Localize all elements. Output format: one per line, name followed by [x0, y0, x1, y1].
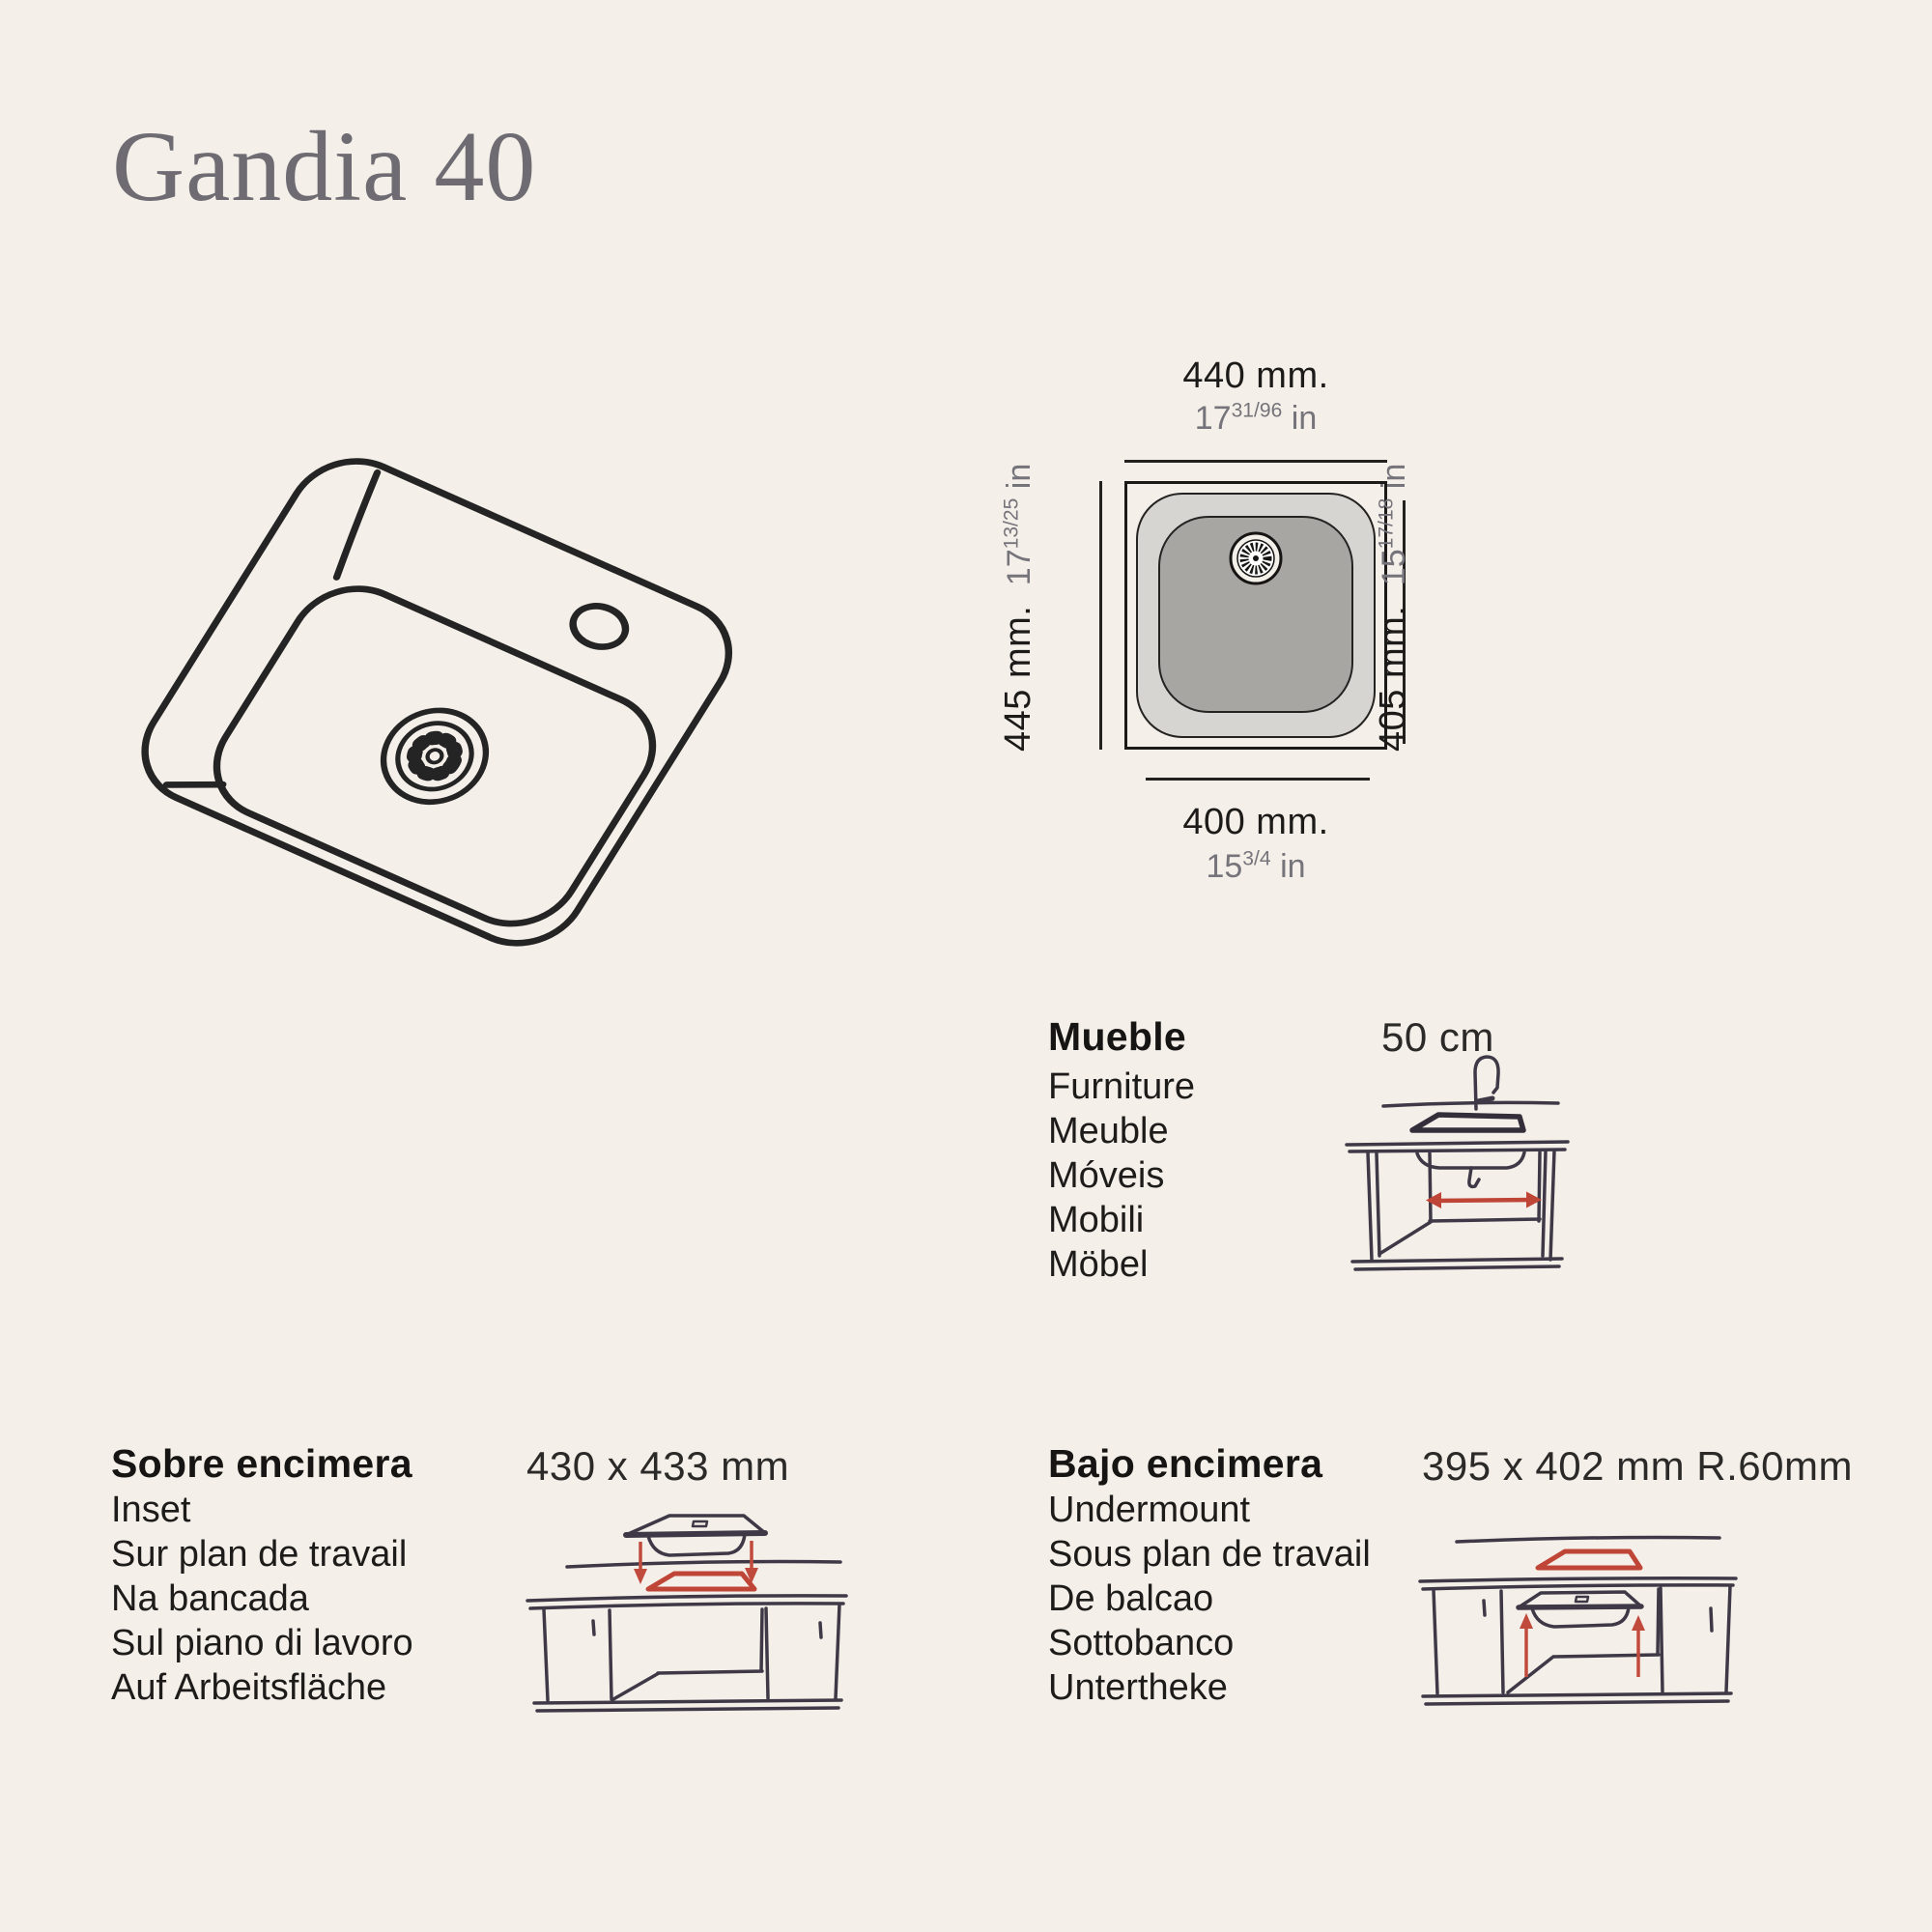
left-door	[1484, 1591, 1503, 1692]
section-title-inset: Sobre encimera	[111, 1441, 412, 1486]
dim-right-inches: $15^{17/18}$ in	[1375, 463, 1412, 586]
dim-right-mm: 405 mm.	[1373, 605, 1413, 752]
list-item: Undermount	[1048, 1490, 1251, 1530]
dim-line-top	[1124, 460, 1387, 463]
cabinet-opening	[1430, 1152, 1540, 1221]
rim-fold-line	[317, 472, 396, 577]
list-item: Meuble	[1048, 1111, 1169, 1151]
countertop-lines	[1347, 1142, 1568, 1151]
dim-left-mm: 445 mm.	[998, 605, 1038, 752]
dim-top-mm: 440 mm.	[1182, 355, 1329, 396]
list-item: Na bancada	[111, 1578, 309, 1619]
base-lines	[1423, 1693, 1731, 1704]
page-title: Gandia 40	[112, 111, 537, 222]
inset-installation-sketch	[512, 1466, 869, 1742]
list-item: Untertheke	[1048, 1667, 1228, 1708]
list-item: Móveis	[1048, 1155, 1165, 1196]
list-item: Sul piano di lavoro	[111, 1623, 413, 1663]
floor-diagonal	[1379, 1222, 1431, 1254]
drain-trap-pipe	[1469, 1168, 1479, 1186]
inset-translations	[111, 1488, 413, 1710]
cabinet-left-side	[1368, 1152, 1379, 1260]
dim-right-label	[1372, 464, 1414, 752]
list-item: Mobili	[1048, 1200, 1145, 1240]
sink-profile	[1412, 1115, 1523, 1130]
list-item: Sous plan de travail	[1048, 1534, 1371, 1575]
undermount-translations	[1048, 1488, 1371, 1710]
list-item: Furniture	[1048, 1066, 1196, 1107]
dim-line-bottom	[1146, 778, 1370, 781]
dim-left-inches: $17^{13/25}$ in	[1000, 463, 1037, 586]
undermount-dimension: 395 x 402 mm R.60mm	[1422, 1443, 1853, 1489]
furniture-translations	[1048, 1065, 1195, 1287]
sink-bowl-under-counter	[1417, 1152, 1524, 1168]
right-door	[1661, 1588, 1712, 1691]
drain-icon	[365, 696, 505, 817]
drain-top-view-icon	[1227, 529, 1285, 587]
dim-left-label	[997, 464, 1039, 752]
list-item: Auf Arbeitsfläche	[111, 1667, 387, 1708]
cutout-outline	[1538, 1551, 1640, 1568]
faucet-hole-icon	[564, 599, 634, 655]
inset-dimension: 430 x 433 mm	[526, 1443, 790, 1489]
counter-back-line	[567, 1562, 840, 1567]
list-item: Sottobanco	[1048, 1623, 1235, 1663]
right-door	[766, 1608, 821, 1698]
dim-top-inches: $17^{31/96}$ in	[1194, 399, 1318, 437]
cabinet-opening	[613, 1609, 762, 1699]
furniture-dimension: 50 cm	[1381, 1014, 1494, 1060]
counter-back-line	[1457, 1538, 1719, 1543]
base-lines	[534, 1700, 841, 1711]
cutout-outline	[648, 1574, 754, 1589]
base-lines	[1352, 1259, 1562, 1269]
sink-rim-outline	[122, 442, 753, 962]
cabinet-right-side	[1543, 1151, 1554, 1260]
section-title-furniture: Mueble	[1048, 1014, 1187, 1059]
undermount-installation-sketch	[1391, 1466, 1787, 1742]
list-item: Sur plan de travail	[111, 1534, 408, 1575]
countertop-lines	[1420, 1578, 1736, 1589]
dim-bottom-mm: 400 mm.	[1182, 802, 1329, 842]
countertop-lines	[527, 1596, 846, 1608]
list-item: Möbel	[1048, 1244, 1149, 1285]
sink-isometric-sketch	[87, 435, 792, 1005]
list-item: Inset	[111, 1490, 191, 1530]
cabinet-width-sketch	[1333, 1043, 1575, 1290]
section-title-undermount: Bajo encimera	[1048, 1441, 1323, 1486]
sink-above-counter	[626, 1516, 765, 1555]
cabinet-sides	[544, 1605, 839, 1700]
list-item: De balcao	[1048, 1578, 1214, 1619]
dim-line-left	[1099, 481, 1102, 750]
sink-under-counter	[1519, 1592, 1641, 1627]
dim-bottom-inches: $15^{3/4}$ in	[1206, 847, 1306, 885]
wall-line	[1383, 1102, 1558, 1106]
width-arrow-icon	[1426, 1192, 1542, 1209]
sink-basin-outline	[193, 570, 675, 943]
left-door	[593, 1610, 611, 1699]
